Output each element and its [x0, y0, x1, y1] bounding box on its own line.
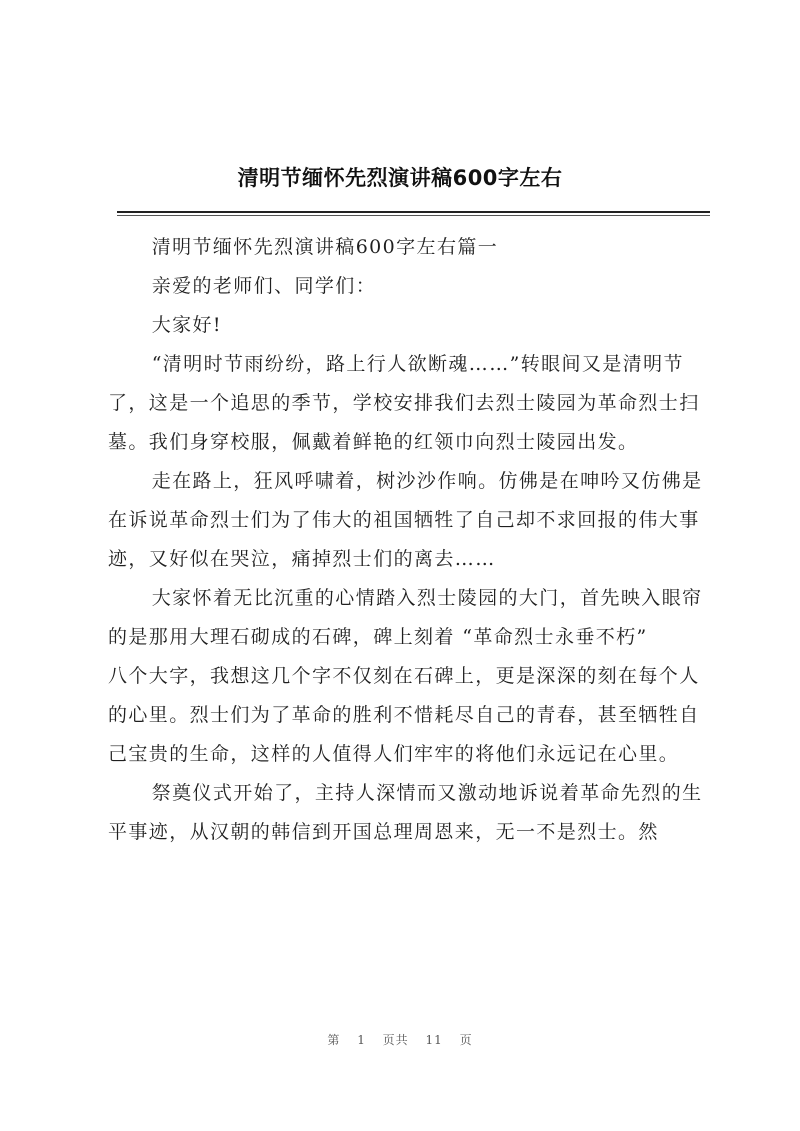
footer-total-pages: 11: [425, 1033, 443, 1047]
paragraph: 走在路上，狂风呼啸着，树沙沙作响。仿佛是在呻吟又仿佛是在诉说革命烈士们为了伟大的祖国牺牲了自己却不求回报的伟大事迹，又好似在哭泣，痛掉烈士们的离去……: [108, 470, 703, 570]
paragraph: 八个大字，我想这几个字不仅刻在石碑上，更是深深的刻在每个人的心里。烈士们为了革命的胜利不惜耗尽自己的青春，甚至牺牲自己宝贵的生命，这样的人值得人们牢牢的将他们永远记在心里。: [108, 665, 700, 765]
title-underline-thick: [117, 211, 710, 213]
footer-label-of-total: 页共: [382, 1033, 409, 1047]
footer-label-page-end: 页: [459, 1033, 473, 1047]
salutation: 亲爱的老师们、同学们：: [151, 275, 377, 297]
document-body: [108, 228, 712, 852]
document-title: 清明节缅怀先烈演讲稿600字左右: [237, 166, 563, 190]
footer-label-page: 第: [327, 1033, 341, 1047]
page-footer: [0, 1031, 800, 1049]
paragraph: 祭奠仪式开始了，主持人深情而又激动地诉说着革命先烈的生平事迹，从汉朝的韩信到开国总理周恩来，无一不是烈士。然: [108, 782, 703, 843]
footer-current-page: 1: [357, 1033, 366, 1047]
greeting: 大家好!: [151, 314, 222, 336]
paragraph: 大家怀着无比沉重的心情踏入烈士陵园的大门，首先映入眼帘的是那用大理石砌成的石碑，碑上刻着 “革命烈士永垂不朽”: [108, 587, 703, 648]
paragraph: “清明时节雨纷纷，路上行人欲断魂……”转眼间又是清明节了，这是一个追思的季节，学校安排我们去烈士陵园为革命烈士扫墓。我们身穿校服，佩戴着鲜艳的红领巾向烈士陵园出发。: [108, 353, 700, 453]
section-heading: 清明节缅怀先烈演讲稿600字左右篇一: [151, 236, 499, 258]
title-underline-thin: [117, 215, 710, 216]
